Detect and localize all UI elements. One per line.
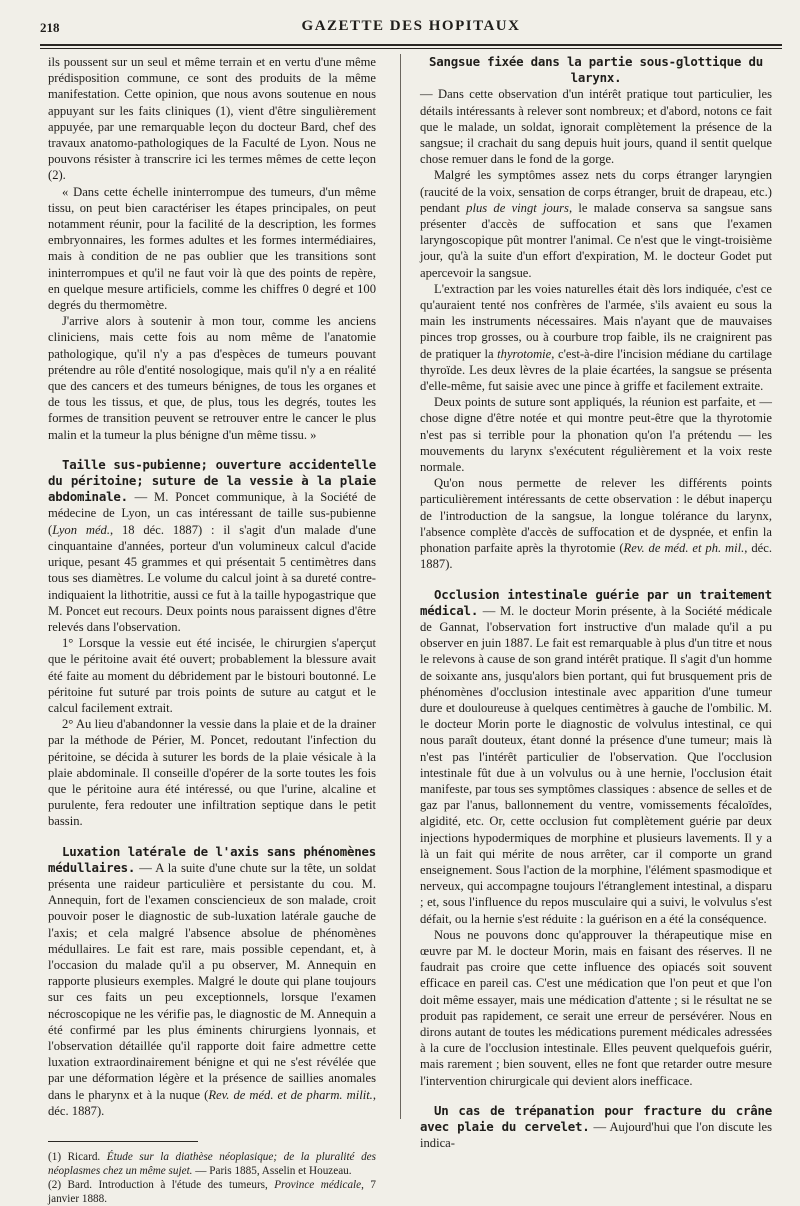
footnote-text: — Paris 1885, Asselin et Houzeau. <box>192 1165 352 1177</box>
footnote-rule <box>48 1141 198 1142</box>
section-text: — M. Poncet communique, à la Société de médecine de Lyon, un cas intéressant de taille sus-pubienne ( <box>48 490 376 537</box>
section-title: Taille sus-pubienne; ouverture accidentelle du péritoine; suture de la vessie à la plaie abdominale. <box>48 456 376 505</box>
paragraph: Deux points de suture sont appliqués, la réunion est parfaite, et — chose digne d'être notée et qui montre peut-être que la thyrotomie n'est pas si terrible pour la phonation qu'on l'a prétendu — les mouvements du larynx s'exécutent régulièrement et la voix reste normale. <box>420 395 772 475</box>
text: , c'est-à-dire l'incision médiane du cartilage thyroïde. Les deux lèvres de la plaie écartées, la sangsue se présenta d'elle-même, fut saisie avec une pince à griffe et facilement extraite. <box>420 346 772 394</box>
paragraph: 1° Lorsque la vessie eut été incisée, le chirurgien s'aperçut que le péritoine avait été ouvert; probablement la blessure avait été faite au moment du débridement par le bistouri boutonné. Le péritoine fut suturé par trois points de suture au catgut et le calcul facilement extrait. <box>48 636 376 715</box>
quote-paragraph: « Dans cette échelle ininterrompue des tumeurs, d'un même tissu, on peut bien caractériser les étapes principales, on peut notamment réunir, pour la facilité de la description, les formes embryonnaires, les formes adultes et les formes intermédiaires, mais à condition de ne pas oublier que les transitions sont ininterrompues et qu'il ne faut voir là que des points de repère, en quelque mesure artificiels, comme les chiffres 0 degré et 100 degrés du thermomètre. <box>48 184 376 313</box>
footnote-1 <box>48 1150 376 1178</box>
emphasis: thyrotomie <box>497 346 552 361</box>
article-luxation-axis <box>48 844 376 1119</box>
paragraph <box>420 475 772 572</box>
article-occlusion-intestinale <box>420 587 772 927</box>
paragraph <box>420 281 772 394</box>
text: L'extraction par les voies naturelles était dès lors indiquée, c'est ce qu'auraient tenté nos confrères de l'armée, s'ils avaient eu sous la main les instruments nécessaires. Mais n'ayant que de mauvaises pinces trop grosses, ou à courbure trop faible, ils ne craignirent pas de pratiquer la <box>420 281 772 361</box>
citation: Lyon méd. <box>52 522 110 537</box>
quote-paragraph: J'arrive alors à soutenir à mon tour, comme les anciens cliniciens, mais cette fois au nom même de l'anatomie pathologique, qu'il n'y a pas d'espèces de tumeurs pouvant prétendre au rôle d'entité nosologique, mais qu'il n'y a en réalité que des cancers et des tumeurs bénignes, de tous les organes et de tous les tissus, et que, de plus, tous les degrés, toutes les formes de transition peuvent se retrouver entre le cancer le plus malin et la tumeur la plus bénigne d'un même tissu. » <box>48 314 376 442</box>
section-title: Sangsue fixée dans la partie sous-glottique du larynx. <box>429 54 763 86</box>
paragraph: 2° Au lieu d'abandonner la vessie dans la plaie et de la drainer par la méthode de Périer, M. Poncet, redoutant l'infection du péritoine, se décida à suturer les bords de la plaie vésicale à la plaie abdominale. Il conseille d'opérer de la sorte toutes les fois que le péritoine aura été intéressé, ou que l'urine, alcaline et purulente, fera redouter une infiltration septique dans le petit bassin. <box>48 717 376 829</box>
footnote-2 <box>48 1178 376 1206</box>
section-title: Un cas de trépanation pour fracture du crâne avec plaie du cervelet. <box>420 1102 772 1134</box>
footnote-title: Étude sur la diathèse néoplasique; de la pluralité des néoplasmes chez un même sujet. <box>48 1151 376 1177</box>
paragraph: Nous ne pouvons donc qu'approuver la thérapeutique mise en œuvre par M. le docteur Morin, mais en faisant des réserves. Il ne faudrait pas croire que cette influence des opiacés soit souvent efficace en pareil cas. C'est une médication que l'on peut et que l'on doit même essayer, mais une médication d'attente ; si le résultat ne se produit pas rapidement, ce serait une erreur de persévérer. Nous en dirons autant de toutes les médications purement médicales adressées à la cure de l'occlusion intestinale. Elles peuvent quelquefois guérir, mais rarement ; bien souvent, elles ne font que retarder outre mesure l'intervention chirurgicale qui devient alors inefficace. <box>420 927 772 1088</box>
header-rule-thin <box>40 48 782 49</box>
paragraph: — Dans cette observation d'un intérêt pratique tout particulier, les détails intéressants à relever sont nombreux; et d'abord, notons ce fait que le malade, un soldat, ignorait complètement la présence de la sangsue; il crachait du sang depuis huit jours, quand il sentit quelque chose remuer dans le fond de la gorge. <box>420 87 772 167</box>
citation: Rev. de méd. et ph. mil. <box>623 541 745 556</box>
emphasis: plus de vingt jours <box>466 200 569 215</box>
article-trepanation <box>420 1103 772 1152</box>
footnote-text: , 7 janvier 1888. <box>48 1179 376 1205</box>
left-column <box>48 54 376 1206</box>
section-text: — Aujourd'hui que l'on discute les indica- <box>420 1120 772 1151</box>
citation: Rev. de méd. et de pharm. milit. <box>208 1087 373 1102</box>
running-title: GAZETTE DES HOPITAUX <box>301 18 521 34</box>
article-taille-sus-pubienne <box>48 457 376 635</box>
section-title: Luxation latérale de l'axis sans phénomènes médullaires. <box>48 843 376 875</box>
section-text: , 18 déc. 1887) : il s'agit d'un malade d'une cinquantaine d'années, porteur d'un volumineux calcul d'acide urique, pesant 45 grammes et qui présentait 5 centimètres dans tous ses diamètres. Le volume du calcul joint à sa dureté contre-indiquaient la lithotritie, aussi ce fut à la taille hypogastrique que M. Poncet eut recours. Deux points nous paraissent dignes d'être relevés dans l'observation. <box>48 522 377 634</box>
footnote-text: (2) Bard. Introduction à l'étude des tumeurs, <box>48 1179 275 1191</box>
paragraph <box>420 167 772 280</box>
page-header <box>40 14 782 40</box>
footnote-journal: Province médicale <box>274 1179 362 1191</box>
text: Malgré les symptômes assez nets du corps étranger laryngien (raucité de la voix, sensation de corps étranger, bruit de drapeau, etc.) pendant <box>420 168 772 215</box>
section-text: — A la suite d'une chute sur la tête, un soldat présenta une raideur particulière et persistante du cou. M. Annequin, fort de l'examen consciencieux de son malade, croit pouvoir poser le diagnostic de sub-luxation latérale gauche de l'axis; et cela malgré l'absence absolue de phénomènes médullaires. Le fait est rare, mais possible cependant, et, à l'occasion du malade qu'il a pu observer, M. Annequin en rapporte plusieurs exemples. Malgré le doute qui plane toujours sur ces faits un peu exceptionnels, lorsque l'examen nécroscopique ne les vérifie pas, le diagnostic de M. Annequin a été confirmé par les plus éminents chirurgiens lyonnais, et l'observation détaillée qu'il rapporte doit faire admettre cette luxation extraordinairement bénigne et qui ne s'est révélée que par une déformation légère et la présence de saillies anomales dans le pharynx et à la nuque ( <box>48 860 376 1102</box>
footnote-text: (1) Ricard. <box>48 1151 107 1163</box>
text: Qu'on nous permette de relever les différents points particulièrement intéressants de cette observation : le début inaperçu de l'introduction de la sangsue, la longue tolérance du larynx, l'absence complète d'accès de suffocation et de dyspnée, et enfin la phonation parfaite après la thyrotomie ( <box>420 476 772 556</box>
text: , le malade conserva sa sangsue sans présenter d'accès de suffocation et sans que l'examen laryngoscopique pût montrer l'animal. Ce n'est que le vingt-troisième jour, qu'à la suite d'un effort d'expiration, M. le docteur Godet put apercevoir la sangsue. <box>420 200 773 280</box>
right-column <box>420 54 772 1151</box>
header-rule-thick <box>40 44 782 46</box>
paragraph: ils poussent sur un seul et même terrain et en vertu d'une même prédisposition commune, ce sont des produits de la même manifestation. Cette opinion, que nous avons soutenue en nous appuyant sur les faits cliniques (1), vient d'être singulièrement appuyée, par une remarquable leçon du docteur Bard, chef des travaux anatomo-pathologiques de la Faculté de Lyon. Nous ne pouvons résister à transcrire ici les termes mêmes de cette leçon (2). <box>48 55 376 183</box>
section-text: — M. le docteur Morin présente, à la Société médicale de Gannat, l'observation fort instructive d'un malade qu'il a pu observer en juin 1887. Le fait est remarquable à plus d'un titre et nous le relevons à cause de son grand intérêt pratique. Il s'agit d'un homme de soixante ans, jusqu'alors bien portant, qui fut brusquement pris de phénomènes d'occlusion intestinale avec apparition d'une tumeur dure et douloureuse à quelques centimètres à gauche de l'ombilic. M. le docteur Morin porte le diagnostic de volvulus intestinal, ce qui nous paraît douteux, étant donné la présence d'une tumeur; mais là n'est pas l'intérêt particulier de l'observation. Que l'occlusion intestinale fût due à un volvulus ou à une hernie, l'occlusion était manifeste, par tous ses symptômes classiques : absence de selles et de gaz par l'anus, ballonnement du ventre, vomissements fécaloïdes, algidité, etc. Or, cette occlusion fut complètement guérie par deux injections hypodermiques de morphine et plusieurs lavements. Il y a là un fait qui mérite de nous arrêter, car il comporte un grand enseignement. Sous l'action de la morphine, l'élément spasmodique et nerveux, qui accompagne toujours l'étranglement intestinal, a disparu ; et, sous l'influence du repos musculaire qui a suivi, le volvulus s'est défait, ou la hernie s'est réduite : la guérison en a été la conséquence. <box>420 603 772 926</box>
section-text: , déc. 1887). <box>48 1087 376 1118</box>
text: , déc. 1887). <box>420 541 772 572</box>
page-number: 218 <box>40 20 60 35</box>
section-title: Occlusion intestinale guérie par un traitement médical. <box>420 586 772 618</box>
column-divider <box>400 54 401 1119</box>
